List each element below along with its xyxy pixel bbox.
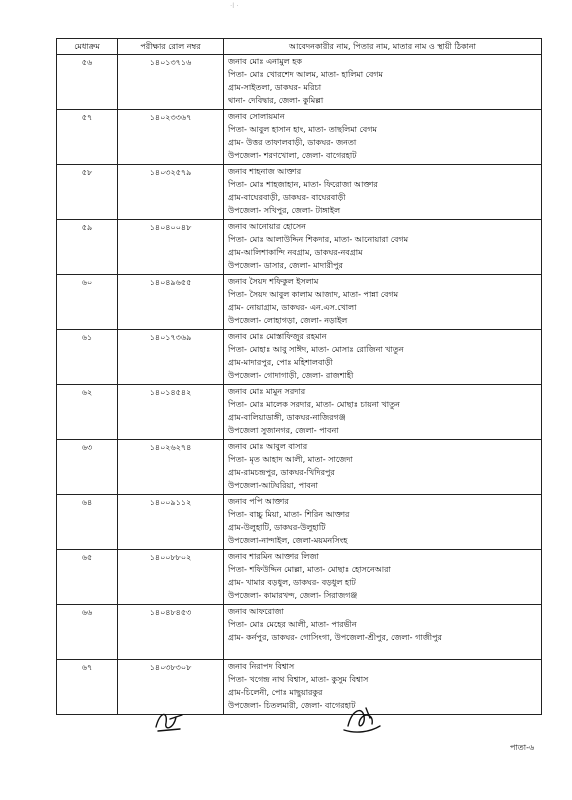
- details-line: পিতা- মোঃ শাহজাহান, মাতা- ফিরোজা আক্তার: [228, 180, 378, 189]
- merit-cell: ৬৬: [57, 605, 118, 660]
- details-line: জনাব আফরোজা: [228, 607, 284, 616]
- merit-cell: ৬৭: [57, 660, 118, 715]
- details-line: গ্রাম- নোয়াগ্রাম, ডাকঘর- এন.এস.খোলা: [228, 303, 357, 312]
- table-header-row: [57, 39, 542, 55]
- roll-cell: ১৪০৩২৫৭৯: [118, 165, 224, 220]
- merit-cell: ৬৫: [57, 550, 118, 605]
- roll-cell: ১৪০১৩৭১৬: [118, 55, 224, 110]
- merit-cell: ৬২: [57, 385, 118, 440]
- details-line: পিতা- বাচ্চু মিয়া, মাতা- শিরিন আক্তার: [228, 510, 350, 519]
- details-line: উপজেলা-আটঘরিয়া, পাবনা: [228, 481, 318, 490]
- details-line: জনাব আনোয়ার হোসেন: [228, 222, 306, 231]
- roll-cell: ১৪০২৩৩৬৭: [118, 110, 224, 165]
- details-cell: [224, 330, 542, 385]
- details-line: পিতা- মোহাঃ আবু সাঈদ, মাতা- মোসাঃ রোজিনা খাতুন: [228, 345, 404, 354]
- applicant-table: [56, 38, 542, 715]
- merit-cell: ৫৭: [57, 110, 118, 165]
- header-roll: পরীক্ষার রোল নম্বর: [118, 39, 224, 55]
- details-cell: [224, 110, 542, 165]
- merit-cell: ৫৮: [57, 165, 118, 220]
- roll-cell: ১৪০১৪৫৪২: [118, 385, 224, 440]
- details-line: পিতা- সৈয়দ আবুল কালাম আজাদ, মাতা- পান্না বেগম: [228, 290, 399, 299]
- table-row: [57, 550, 542, 605]
- details-line: জনাব নিরাপদ বিশ্বাস: [228, 662, 295, 671]
- merit-cell: ৫৯: [57, 220, 118, 275]
- table-row: [57, 385, 542, 440]
- details-line: উপজেলা- কামারখন্দ, জেলা- সিরাজগঞ্জ: [228, 591, 358, 600]
- details-line: জনাব সোলায়মান: [228, 112, 285, 121]
- header-merit: মেধাক্রম: [57, 39, 118, 55]
- details-line: উপজেলা- ডাসার, জেলা- মাদারীপুর: [228, 261, 343, 270]
- details-line: জনাব সৈয়দ শফিকুল ইসলাম: [228, 277, 319, 286]
- details-line: গ্রাম-রামচন্দ্রপুর, ডাকঘর-খিদিরপুর: [228, 468, 335, 477]
- details-line: জনাব মোঃ এনামুল হক: [228, 57, 302, 66]
- details-cell: [224, 55, 542, 110]
- signature-left: [152, 707, 186, 735]
- table-row: [57, 660, 542, 715]
- details-line: গ্রাম- খামার বড়ধুল, ডাকঘর- বড়ধুল হাট: [228, 578, 356, 587]
- merit-cell: ৫৬: [57, 55, 118, 110]
- details-cell: [224, 165, 542, 220]
- details-cell: [224, 660, 542, 715]
- details-line: গ্রাম-উলুহাটি, ডাকঘর-উলুহাটি: [228, 523, 326, 532]
- details-line: পিতা- খগেন্দ্র নাথ বিশ্বাস, মাতা- কুসুম বিশ্বাস: [228, 675, 369, 684]
- header-details: আবেদনকারীর নাম, পিতার নাম, মাতার নাম ও স্থায়ী ঠিকানা: [224, 39, 542, 55]
- details-line: জনাব মোঃ মামুন সরদার: [228, 387, 306, 396]
- roll-cell: ১৪০৪৯৬৫৫: [118, 275, 224, 330]
- roll-cell: ১৪০৪০০৪৮: [118, 220, 224, 275]
- table-row: [57, 495, 542, 550]
- table-row: [57, 440, 542, 495]
- details-line: জনাব শারমিন আক্তার লিজা: [228, 552, 319, 561]
- roll-cell: ১৪০১৭৩৬৯: [118, 330, 224, 385]
- merit-cell: ৬৩: [57, 440, 118, 495]
- details-cell: [224, 220, 542, 275]
- roll-cell: ১৪০০৮৮০২: [118, 550, 224, 605]
- merit-cell: ৬৪: [57, 495, 118, 550]
- details-line: উপজেলা- শরণখোলা, জেলা- বাগেরহাট: [228, 151, 357, 160]
- details-line: গ্রাম-সাইতলা, ডাকঘর- মরিচা: [228, 83, 322, 92]
- details-line: পিতা- মোঃ খোরশেদ আলম, মাতা- হালিমা বেগম: [228, 70, 383, 79]
- details-line: জনাব পপি আক্তার: [228, 497, 289, 506]
- table-row: [57, 275, 542, 330]
- roll-cell: ১৪০৩৮৩০৮: [118, 660, 224, 715]
- details-line: গ্রাম-চিলেনী, পোঃ মাছুয়ারকুর: [228, 688, 323, 697]
- table-row: [57, 110, 542, 165]
- details-line: গ্রাম- কর্নপুর, ডাকঘর- গোসিংগা, উপজেলা-শ্রীপুর, জেলা- গাজীপুর: [228, 633, 442, 642]
- details-line: গ্রাম-আলিশাকান্দি নবগ্রাম, ডাকঘর-নবগ্রাম: [228, 248, 363, 257]
- details-cell: [224, 275, 542, 330]
- details-line: পিতা- মোঃ আলাউদ্দিন শিকদার, মাতা- আনোয়ারা বেগম: [228, 235, 409, 244]
- table-row: [57, 165, 542, 220]
- roll-cell: ১৪০৪৮৪৫৩: [118, 605, 224, 660]
- details-line: জনাব মোঃ মোস্তাফিজুর রহমান: [228, 332, 327, 341]
- details-line: উপজেলা-নান্দাইল, জেলা-ময়মনসিংহ: [228, 536, 348, 545]
- details-line: গ্রাম-বালিয়াডাঙ্গী, ডাকঘর-নাজিরগঞ্জ: [228, 413, 346, 422]
- details-line: গ্রাম-বাঘেরবাড়ী, ডাকঘর- বাঘেরবাড়ী: [228, 193, 346, 202]
- details-line: জনাব মোঃ আবুল বাসার: [228, 442, 308, 451]
- merit-cell: ৬১: [57, 330, 118, 385]
- details-line: উপজেলা- সখিপুর, জেলা- টাঙ্গাইল: [228, 206, 341, 215]
- details-line: পিতা- মৃত আহাদ আলী, মাতা- সাজেদা: [228, 455, 353, 464]
- roll-cell: ১৪০২৬২৭৪: [118, 440, 224, 495]
- table-row: [57, 55, 542, 110]
- details-line: গ্রাম-মাদারপুর, পোঃ মহিশালবাড়ী: [228, 358, 333, 367]
- signature-right: [342, 704, 382, 736]
- table-row: [57, 220, 542, 275]
- details-cell: [224, 605, 542, 660]
- details-line: থানা- দেবিদ্বার, জেলা- কুমিল্লা: [228, 96, 324, 105]
- table-row: [57, 605, 542, 660]
- details-cell: [224, 440, 542, 495]
- roll-cell: ১৪০০৯১১২: [118, 495, 224, 550]
- details-line: উপজেলা- লোহাগড়া, জেলা- নড়াইল: [228, 316, 348, 325]
- details-line: উপজেলা সুজানগর, জেলা- পাবনা: [228, 426, 339, 435]
- details-cell: [224, 550, 542, 605]
- details-line: উপজেলা- গোদাগাড়ী, জেলা- রাজশাহী: [228, 371, 354, 380]
- details-line: গ্রাম- উত্তর তাফালবাড়ী, ডাকঘর- জনতা: [228, 138, 357, 147]
- page-number: পাতা-৬: [510, 743, 535, 752]
- merit-cell: ৬০: [57, 275, 118, 330]
- details-line: পিতা- শফিউদ্দিন মোল্লা, মাতা- মোছাঃ হোসনেআরা: [228, 565, 391, 574]
- details-line: পিতা- মোঃ মালেক সরদার, মাতা- মোছাঃ চায়না খাতুন: [228, 400, 400, 409]
- top-page-mark: ·l ·: [230, 2, 239, 10]
- details-cell: [224, 385, 542, 440]
- details-cell: [224, 495, 542, 550]
- details-line: জনাব শাহনাজ আক্তার: [228, 167, 302, 176]
- details-line: পিতা- মোঃ মেহের আলী, মাতা- পারভীন: [228, 620, 357, 629]
- table-row: [57, 330, 542, 385]
- details-line: পিতা- আবুল হাসান হাং, মাতা- তাছলিমা বেগম: [228, 125, 377, 134]
- details-line: উপজেলা- চিতলমারী, জেলা- বাগেরহাট: [228, 701, 356, 710]
